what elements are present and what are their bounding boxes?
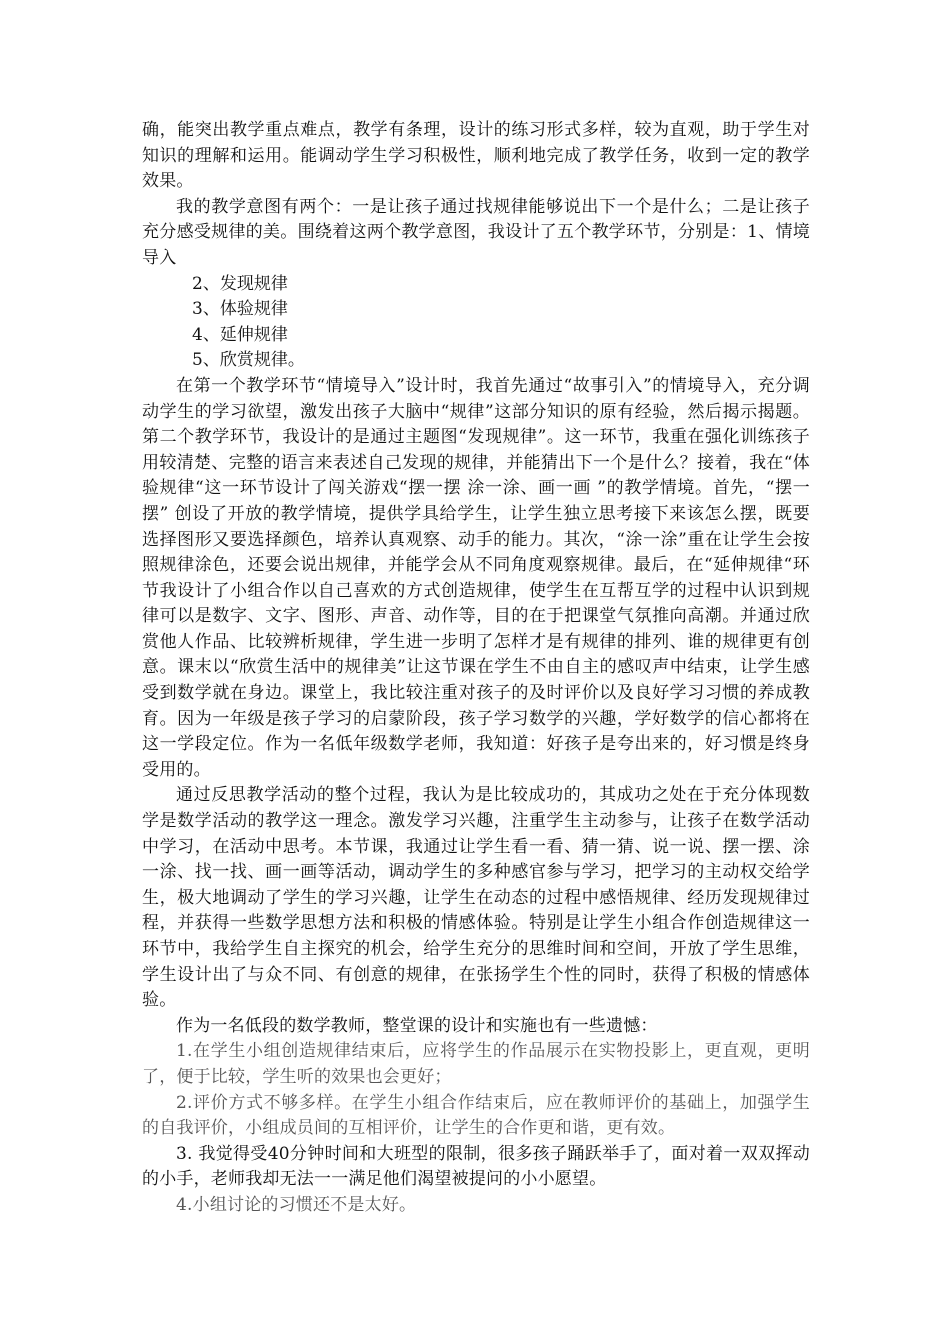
paragraph-reflection: 通过反思教学活动的整个过程，我认为是比较成功的，其成功之处在于充分体现数学是数学活动的教学这一理念。激发学习兴趣，注重学生主动参与，让孩子在数学活动中学习，在活动中思考。本节课，我通过让学生看一看、猜一猜、说一说、摆一摆、涂一涂、找一找、画一画等活动，调动学生的多种感官参与学习，把学习的主动权交给学生，极大地调动了学生的学习兴趣，让学生在动态的过程中感悟规律、经历发现规律过程，并获得一些数学思想方法和积极的情感体验。特别是让学生小组合作创造规律这一环节中，我给学生自主探究的机会，给学生充分的思维时间和空间，开放了学生思维，学生设计出了与众不同、有创意的规律，在张扬学生个性的同时，获得了积极的情感体验。: [142, 785, 810, 1011]
paragraph-regret-2: 2.评价方式不够多样。在学生小组合作结束后，应在教师评价的基础上，加强学生的自我评价，小组成员间的互相评价，让学生的合作更和谐，更有效。: [142, 1092, 810, 1139]
paragraph-teaching-process: 在第一个教学环节“情境导入”设计时，我首先通过“故事引入”的情境导入，充分调动学生的学习欲望，激发出孩子大脑中“规律”这部分知识的原有经验，然后揭示揭题。第二个教学环节，我设计的是通过主题图“发现规律”。这一环节，我重在强化训练孩子用较清楚、完整的语言来表述自己发现的规律，并能猜出下一个是什么？接着，我在“体验规律“这一环节设计了闯关游戏“摆一摆 涂一涂、画一画 ”的教学情境。首先，“摆一摆” 创设了开放的教学情境，提供学具给学生，让学生独立思考接下来该怎么摆，既要选择图形又要选择颜色，培养认真观察、动手的能力。其次，“涂一涂”重在让学生会按照规律涂色，还要会说出规律，并能学会从不同角度观察规律。最后，在“延伸规律“环节我设计了小组合作以自己喜欢的方式创造规律，使学生在互帮互学的过程中认识到规律可以是数字、文字、图形、声音、动作等，目的在于把课堂气氛推向高潮。并通过欣赏他人作品、比较辨析规律，学生进一步明了怎样才是有规律的排列、谁的规律更有创意。课末以“欣赏生活中的规律美”让这节课在学生不由自主的感叹声中结束，让学生感受到数学就在身边。课堂上，我比较注重对孩子的及时评价以及良好学习习惯的养成教育。因为一年级是孩子学习的启蒙阶段，孩子学习数学的兴趣，学好数学的信心都将在这一学段定位。作为一名低年级数学老师，我知道：好孩子是夸出来的，好习惯是终身受用的。: [142, 375, 810, 780]
list-item-appreciate: 5、欣赏规律。: [192, 350, 305, 371]
list-item-extend: 4、延伸规律: [192, 324, 288, 345]
paragraph-intro: 确，能突出教学重点难点，教学有条理，设计的练习形式多样，较为直观，助于学生对知识的理解和运用。能调动学生学习积极性，顺利地完成了教学任务，收到一定的教学效果。: [142, 120, 810, 192]
paragraph-regret-1: 1.在学生小组创造规律结束后，应将学生的作品展示在实物投影上，更直观，更明了，便于比较，学生听的效果也会更好；: [142, 1041, 810, 1087]
list-item-discover: 2、发现规律: [192, 273, 288, 294]
paragraph-regret-3: 3. 我觉得受40分钟时间和大班型的限制，很多孩子踊跃举手了，面对着一双双挥动的小手，老师我却无法一一满足他们渴望被提问的小小愿望。: [142, 1143, 810, 1190]
document-body: [142, 118, 810, 1219]
paragraph-regret-4: 4.小组讨论的习惯还不是太好。: [176, 1194, 417, 1215]
list-item-experience: 3、体验规律: [192, 299, 288, 320]
paragraph-teaching-intent: 我的教学意图有两个：一是让孩子通过找规律能够说出下一个是什么；二是让孩子充分感受规律的美。围绕着这两个教学意图，我设计了五个教学环节，分别是：1、情境导入: [142, 196, 810, 268]
paragraph-regrets-intro: 作为一名低段的数学教师，整堂课的设计和实施也有一些遗憾：: [176, 1015, 658, 1036]
